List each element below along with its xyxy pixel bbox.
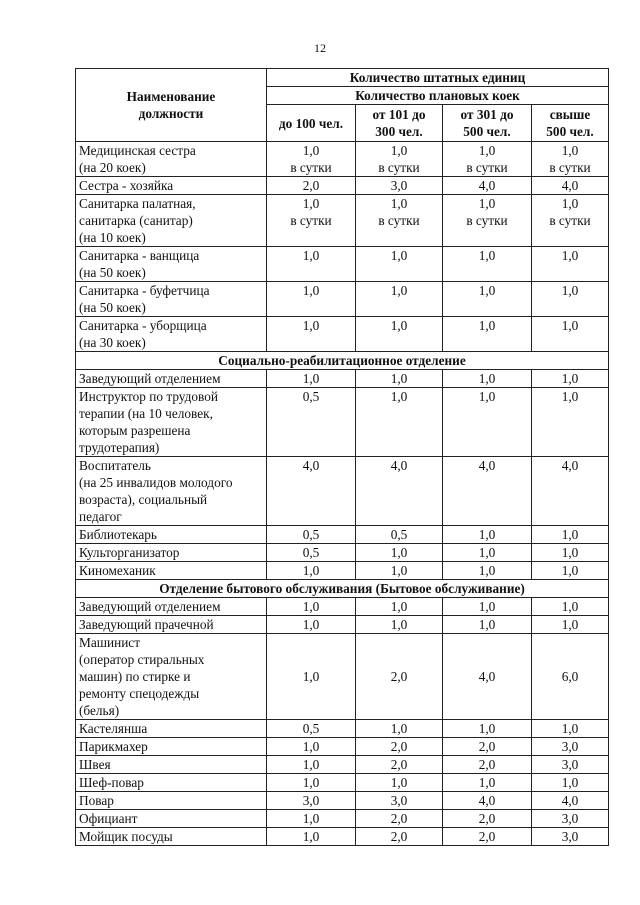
staff-count-value: 1,0 — [302, 775, 320, 790]
position-name-line: Инструктор по трудовой — [79, 389, 218, 404]
table-row — [76, 457, 609, 526]
position-name-cell — [76, 282, 267, 317]
position-name-cell — [76, 756, 267, 774]
staff-count-value: 1,0 — [390, 721, 408, 736]
staff-count-cell — [356, 195, 443, 247]
position-name-line: машин) по стирке и — [79, 669, 191, 684]
staff-count-cell — [356, 810, 443, 828]
table-row — [76, 598, 609, 616]
table-row — [76, 828, 609, 846]
staff-count-value: 1,0 — [390, 143, 408, 158]
staff-count-value: 1,0 — [561, 775, 579, 790]
staff-count-value: 4,0 — [478, 793, 496, 808]
staff-count-value: 2,0 — [390, 811, 408, 826]
staff-count-cell — [356, 370, 443, 388]
staff-count-cell — [356, 774, 443, 792]
column-header-301-500 — [443, 105, 532, 142]
position-name-cell — [76, 792, 267, 810]
planned-beds-header: Количество плановых коек — [267, 87, 609, 105]
staff-count-value: 1,0 — [561, 143, 579, 158]
position-name-line: Мойщик посуды — [79, 829, 173, 844]
page-number: 12 — [314, 41, 326, 55]
staff-count-value: 1,0 — [302, 669, 320, 684]
staff-count-cell — [443, 370, 532, 388]
position-name-cell — [76, 317, 267, 352]
position-name-cell — [76, 810, 267, 828]
staff-count-value: 1,0 — [478, 775, 496, 790]
staff-count-note: в сутки — [549, 160, 591, 175]
staff-count-value: 1,0 — [478, 389, 496, 404]
staff-count-cell — [532, 616, 609, 634]
staff-count-value: 1,0 — [561, 371, 579, 386]
staff-count-cell — [267, 598, 356, 616]
staff-count-value: 2,0 — [478, 829, 496, 844]
staff-count-cell — [267, 526, 356, 544]
staff-count-cell — [443, 195, 532, 247]
staff-count-value: 4,0 — [478, 458, 496, 473]
header-text-line: Наименование — [126, 89, 216, 104]
table-row — [76, 738, 609, 756]
header-text-line: свыше — [549, 107, 591, 122]
staff-count-cell — [267, 370, 356, 388]
staff-count-cell — [356, 317, 443, 352]
staff-count-cell — [267, 457, 356, 526]
staff-count-cell — [356, 756, 443, 774]
table-row — [76, 142, 609, 177]
table-body — [76, 142, 609, 846]
position-name-line: Заведующий прачечной — [79, 617, 214, 632]
header-text-line: 500 чел. — [463, 124, 511, 139]
staff-count-cell — [356, 828, 443, 846]
position-name-line: Библиотекарь — [79, 527, 157, 542]
position-name-line: (на 50 коек) — [79, 300, 146, 315]
position-name-line: Машинист — [79, 635, 141, 650]
staff-count-cell — [267, 247, 356, 282]
position-name-cell — [76, 247, 267, 282]
staff-count-value: 1,0 — [478, 599, 496, 614]
position-name-line: (на 30 коек) — [79, 335, 146, 350]
position-name-line: санитарка (санитар) — [79, 213, 193, 228]
staff-count-cell — [356, 634, 443, 720]
table-row — [76, 282, 609, 317]
staff-count-cell — [267, 282, 356, 317]
staff-count-cell — [443, 598, 532, 616]
staff-count-note: в сутки — [466, 160, 508, 175]
staff-count-value: 1,0 — [561, 545, 579, 560]
staff-count-value: 1,0 — [390, 545, 408, 560]
position-name-line: Швея — [79, 757, 111, 772]
header-text-line: от 301 до — [460, 107, 514, 122]
staff-count-cell — [532, 142, 609, 177]
staff-count-cell — [532, 544, 609, 562]
staff-count-cell — [443, 317, 532, 352]
staff-count-cell — [267, 756, 356, 774]
position-name-line: Шеф-повар — [79, 775, 144, 790]
staff-count-value: 1,0 — [302, 617, 320, 632]
position-name-line: Сестра - хозяйка — [79, 178, 174, 193]
staff-count-cell — [532, 457, 609, 526]
staff-count-value: 4,0 — [302, 458, 320, 473]
position-name-line: которым разрешена — [79, 423, 191, 438]
staff-count-value: 2,0 — [302, 178, 320, 193]
staff-count-value: 0,5 — [302, 527, 320, 542]
position-name-line: возраста), социальный — [79, 492, 208, 507]
position-name-cell — [76, 634, 267, 720]
staff-count-cell — [532, 282, 609, 317]
staff-count-value: 2,0 — [390, 829, 408, 844]
staff-count-value: 0,5 — [302, 721, 320, 736]
staff-count-note: в сутки — [466, 213, 508, 228]
staff-count-cell — [267, 720, 356, 738]
staff-count-note: в сутки — [378, 213, 420, 228]
staff-count-value: 1,0 — [561, 283, 579, 298]
header-text-line: до 100 чел. — [278, 115, 344, 131]
staff-count-cell — [267, 810, 356, 828]
staff-count-value: 4,0 — [390, 458, 408, 473]
staff-count-value: 6,0 — [561, 669, 579, 684]
header-text-line: 500 чел. — [546, 124, 594, 139]
staff-count-cell — [356, 177, 443, 195]
staff-count-cell — [443, 774, 532, 792]
staff-count-value: 1,0 — [561, 196, 579, 211]
staff-count-value: 1,0 — [390, 248, 408, 263]
staff-count-value: 2,0 — [478, 811, 496, 826]
staff-count-value: 1,0 — [390, 389, 408, 404]
position-name-line: Санитарка - буфетчица — [79, 283, 210, 298]
staff-count-cell — [356, 720, 443, 738]
staff-count-cell — [443, 526, 532, 544]
staff-count-cell — [532, 738, 609, 756]
column-header-over-500 — [532, 105, 609, 142]
position-name-cell — [76, 544, 267, 562]
staff-count-note: в сутки — [290, 213, 332, 228]
staff-count-value: 1,0 — [390, 283, 408, 298]
position-name-cell — [76, 142, 267, 177]
position-name-line: Кастелянша — [79, 721, 148, 736]
staff-count-cell — [532, 828, 609, 846]
table-row — [76, 792, 609, 810]
staff-count-value: 2,0 — [390, 757, 408, 772]
position-name-cell — [76, 738, 267, 756]
staff-count-value: 4,0 — [561, 793, 579, 808]
position-name-line: (белья) — [79, 703, 120, 718]
staff-count-cell — [356, 562, 443, 580]
table-header — [76, 69, 609, 142]
header-text-line: 300 чел. — [375, 124, 423, 139]
column-header-101-300 — [356, 105, 443, 142]
staff-count-cell — [267, 562, 356, 580]
position-name-line: Санитарка палатная, — [79, 196, 196, 211]
staff-count-cell — [443, 634, 532, 720]
position-name-cell — [76, 598, 267, 616]
table-row — [76, 195, 609, 247]
table-row — [76, 616, 609, 634]
position-name-cell — [76, 562, 267, 580]
staff-count-value: 1,0 — [390, 599, 408, 614]
staff-count-value: 1,0 — [302, 143, 320, 158]
table-row — [76, 634, 609, 720]
staff-count-value: 1,0 — [302, 318, 320, 333]
staff-count-value: 1,0 — [478, 318, 496, 333]
staff-count-value: 0,5 — [390, 527, 408, 542]
staff-count-cell — [356, 616, 443, 634]
staff-count-value: 1,0 — [478, 143, 496, 158]
position-name-line: трудотерапия) — [79, 440, 160, 455]
staff-count-value: 1,0 — [561, 389, 579, 404]
staff-count-cell — [443, 738, 532, 756]
staff-count-value: 1,0 — [478, 196, 496, 211]
staff-count-value: 3,0 — [561, 739, 579, 754]
position-name-line: (на 20 коек) — [79, 160, 146, 175]
staff-count-note: в сутки — [549, 213, 591, 228]
staff-count-value: 1,0 — [478, 248, 496, 263]
staff-count-value: 1,0 — [302, 599, 320, 614]
table-row — [76, 774, 609, 792]
staff-count-value: 0,5 — [302, 389, 320, 404]
staff-count-value: 1,0 — [478, 721, 496, 736]
staff-count-cell — [267, 616, 356, 634]
staff-count-cell — [443, 544, 532, 562]
staff-count-value: 3,0 — [561, 829, 579, 844]
position-name-line: (оператор стиральных — [79, 652, 205, 667]
table-row — [76, 526, 609, 544]
staff-count-value: 2,0 — [390, 739, 408, 754]
staff-count-value: 1,0 — [390, 318, 408, 333]
column-header-up-to-100 — [267, 105, 356, 142]
section-title: Отделение бытового обслуживания (Бытовое обслуживание) — [76, 580, 609, 598]
section-title: Социально-реабилитационное отделение — [76, 352, 609, 370]
staff-count-value: 1,0 — [478, 371, 496, 386]
staff-count-note: в сутки — [290, 160, 332, 175]
staff-count-value: 1,0 — [390, 775, 408, 790]
staff-count-cell — [267, 738, 356, 756]
staff-count-value: 1,0 — [478, 527, 496, 542]
position-name-line: Культорганизатор — [79, 545, 180, 560]
staff-count-cell — [443, 810, 532, 828]
staff-count-value: 1,0 — [478, 545, 496, 560]
staff-count-cell — [356, 738, 443, 756]
position-name-line: Киномеханик — [79, 563, 156, 578]
staff-count-value: 1,0 — [302, 757, 320, 772]
staff-count-cell — [532, 792, 609, 810]
position-name-line: Санитарка - уборщица — [79, 318, 207, 333]
position-name-cell — [76, 774, 267, 792]
staff-count-value: 2,0 — [478, 739, 496, 754]
staff-count-cell — [443, 142, 532, 177]
position-name-line: Медицинская сестра — [79, 143, 196, 158]
position-name-line: Воспитатель — [79, 458, 151, 473]
staff-count-cell — [532, 247, 609, 282]
staff-count-value: 1,0 — [390, 196, 408, 211]
table-row — [76, 810, 609, 828]
position-name-cell — [76, 457, 267, 526]
table-row — [76, 720, 609, 738]
staff-count-value: 1,0 — [561, 527, 579, 542]
staff-count-cell — [532, 810, 609, 828]
staff-count-cell — [443, 177, 532, 195]
position-name-cell — [76, 720, 267, 738]
position-name-line: Санитарка - ванщица — [79, 248, 200, 263]
staff-count-value: 2,0 — [478, 757, 496, 772]
staff-count-value: 1,0 — [561, 563, 579, 578]
staff-count-cell — [532, 317, 609, 352]
position-name-line: (на 50 коек) — [79, 265, 146, 280]
table-row — [76, 756, 609, 774]
staff-count-cell — [532, 598, 609, 616]
staff-count-cell — [356, 142, 443, 177]
staff-count-cell — [443, 792, 532, 810]
staff-count-value: 1,0 — [302, 196, 320, 211]
table-row — [76, 562, 609, 580]
staff-count-value: 1,0 — [302, 248, 320, 263]
position-name-line: Заведующий отделением — [79, 371, 221, 386]
staff-count-cell — [532, 177, 609, 195]
staff-count-value: 3,0 — [302, 793, 320, 808]
staff-count-cell — [356, 792, 443, 810]
staff-count-cell — [443, 562, 532, 580]
staff-count-cell — [532, 526, 609, 544]
staff-count-value: 4,0 — [478, 669, 496, 684]
position-name-line: терапии (на 10 человек, — [79, 406, 213, 421]
staffing-table — [75, 68, 609, 846]
staff-count-value: 1,0 — [302, 829, 320, 844]
staff-count-cell — [356, 598, 443, 616]
staff-count-value: 1,0 — [478, 283, 496, 298]
staff-count-value: 1,0 — [478, 563, 496, 578]
position-name-line: Официант — [79, 811, 138, 826]
staff-count-cell — [532, 634, 609, 720]
section-header-row — [76, 352, 609, 370]
staff-count-value: 3,0 — [561, 757, 579, 772]
position-name-cell — [76, 828, 267, 846]
staff-count-value: 1,0 — [302, 563, 320, 578]
staff-count-value: 0,5 — [302, 545, 320, 560]
staff-count-cell — [443, 388, 532, 457]
staff-count-cell — [443, 457, 532, 526]
staff-count-cell — [267, 388, 356, 457]
staff-count-note: в сутки — [378, 160, 420, 175]
position-name-cell — [76, 526, 267, 544]
staff-count-value: 1,0 — [561, 721, 579, 736]
staff-count-value: 1,0 — [561, 248, 579, 263]
staff-count-cell — [532, 388, 609, 457]
header-text-line: от 101 до — [372, 107, 426, 122]
staff-count-value: 1,0 — [302, 371, 320, 386]
staff-count-value: 1,0 — [478, 617, 496, 632]
staff-count-cell — [443, 247, 532, 282]
position-name-cell — [76, 177, 267, 195]
staff-count-value: 1,0 — [390, 371, 408, 386]
staff-count-value: 1,0 — [561, 617, 579, 632]
staff-count-value: 1,0 — [302, 283, 320, 298]
section-header-row — [76, 580, 609, 598]
position-column-header — [76, 69, 267, 142]
staff-count-value: 1,0 — [390, 617, 408, 632]
header-text-line: должности — [138, 106, 204, 121]
staff-count-cell — [267, 828, 356, 846]
staff-count-value: 3,0 — [561, 811, 579, 826]
staff-count-cell — [532, 774, 609, 792]
staff-count-cell — [532, 562, 609, 580]
table-row — [76, 370, 609, 388]
staff-count-cell — [267, 792, 356, 810]
staff-count-value: 3,0 — [390, 793, 408, 808]
staff-count-value: 1,0 — [302, 739, 320, 754]
staff-count-value: 4,0 — [478, 178, 496, 193]
staff-count-cell — [267, 634, 356, 720]
staff-count-cell — [267, 142, 356, 177]
staff-units-header: Количество штатных единиц — [267, 69, 609, 87]
staff-count-cell — [267, 177, 356, 195]
table-row — [76, 177, 609, 195]
staff-count-cell — [356, 544, 443, 562]
position-name-cell — [76, 388, 267, 457]
position-name-cell — [76, 370, 267, 388]
staff-count-cell — [443, 282, 532, 317]
table-row — [76, 544, 609, 562]
table-row — [76, 317, 609, 352]
staff-count-cell — [443, 756, 532, 774]
staff-count-value: 1,0 — [302, 811, 320, 826]
position-name-line: (на 25 инвалидов молодого — [79, 475, 233, 490]
staff-count-value: 1,0 — [561, 599, 579, 614]
position-name-line: Повар — [79, 793, 114, 808]
position-name-line: Заведующий отделением — [79, 599, 221, 614]
staff-count-cell — [267, 544, 356, 562]
position-name-line: Парикмахер — [79, 739, 148, 754]
staff-count-value: 2,0 — [390, 669, 408, 684]
position-name-cell — [76, 195, 267, 247]
staff-count-value: 1,0 — [561, 318, 579, 333]
staff-count-cell — [532, 720, 609, 738]
staff-count-value: 1,0 — [390, 563, 408, 578]
staff-count-value: 3,0 — [390, 178, 408, 193]
position-name-cell — [76, 616, 267, 634]
staff-count-cell — [532, 370, 609, 388]
position-name-line: (на 10 коек) — [79, 230, 146, 245]
staff-count-cell — [267, 317, 356, 352]
staff-count-cell — [532, 756, 609, 774]
position-name-line: ремонту спецодежды — [79, 686, 200, 701]
staff-count-cell — [356, 526, 443, 544]
staff-count-cell — [532, 195, 609, 247]
staff-count-cell — [267, 774, 356, 792]
staff-count-cell — [356, 388, 443, 457]
staff-count-cell — [443, 616, 532, 634]
table-row — [76, 388, 609, 457]
staff-count-cell — [267, 195, 356, 247]
staff-count-cell — [443, 828, 532, 846]
position-name-line: педагог — [79, 509, 122, 524]
staff-count-cell — [356, 282, 443, 317]
table-row — [76, 247, 609, 282]
staff-count-value: 4,0 — [561, 458, 579, 473]
staff-count-cell — [356, 247, 443, 282]
staff-count-cell — [356, 457, 443, 526]
staff-count-cell — [443, 720, 532, 738]
staff-count-value: 4,0 — [561, 178, 579, 193]
